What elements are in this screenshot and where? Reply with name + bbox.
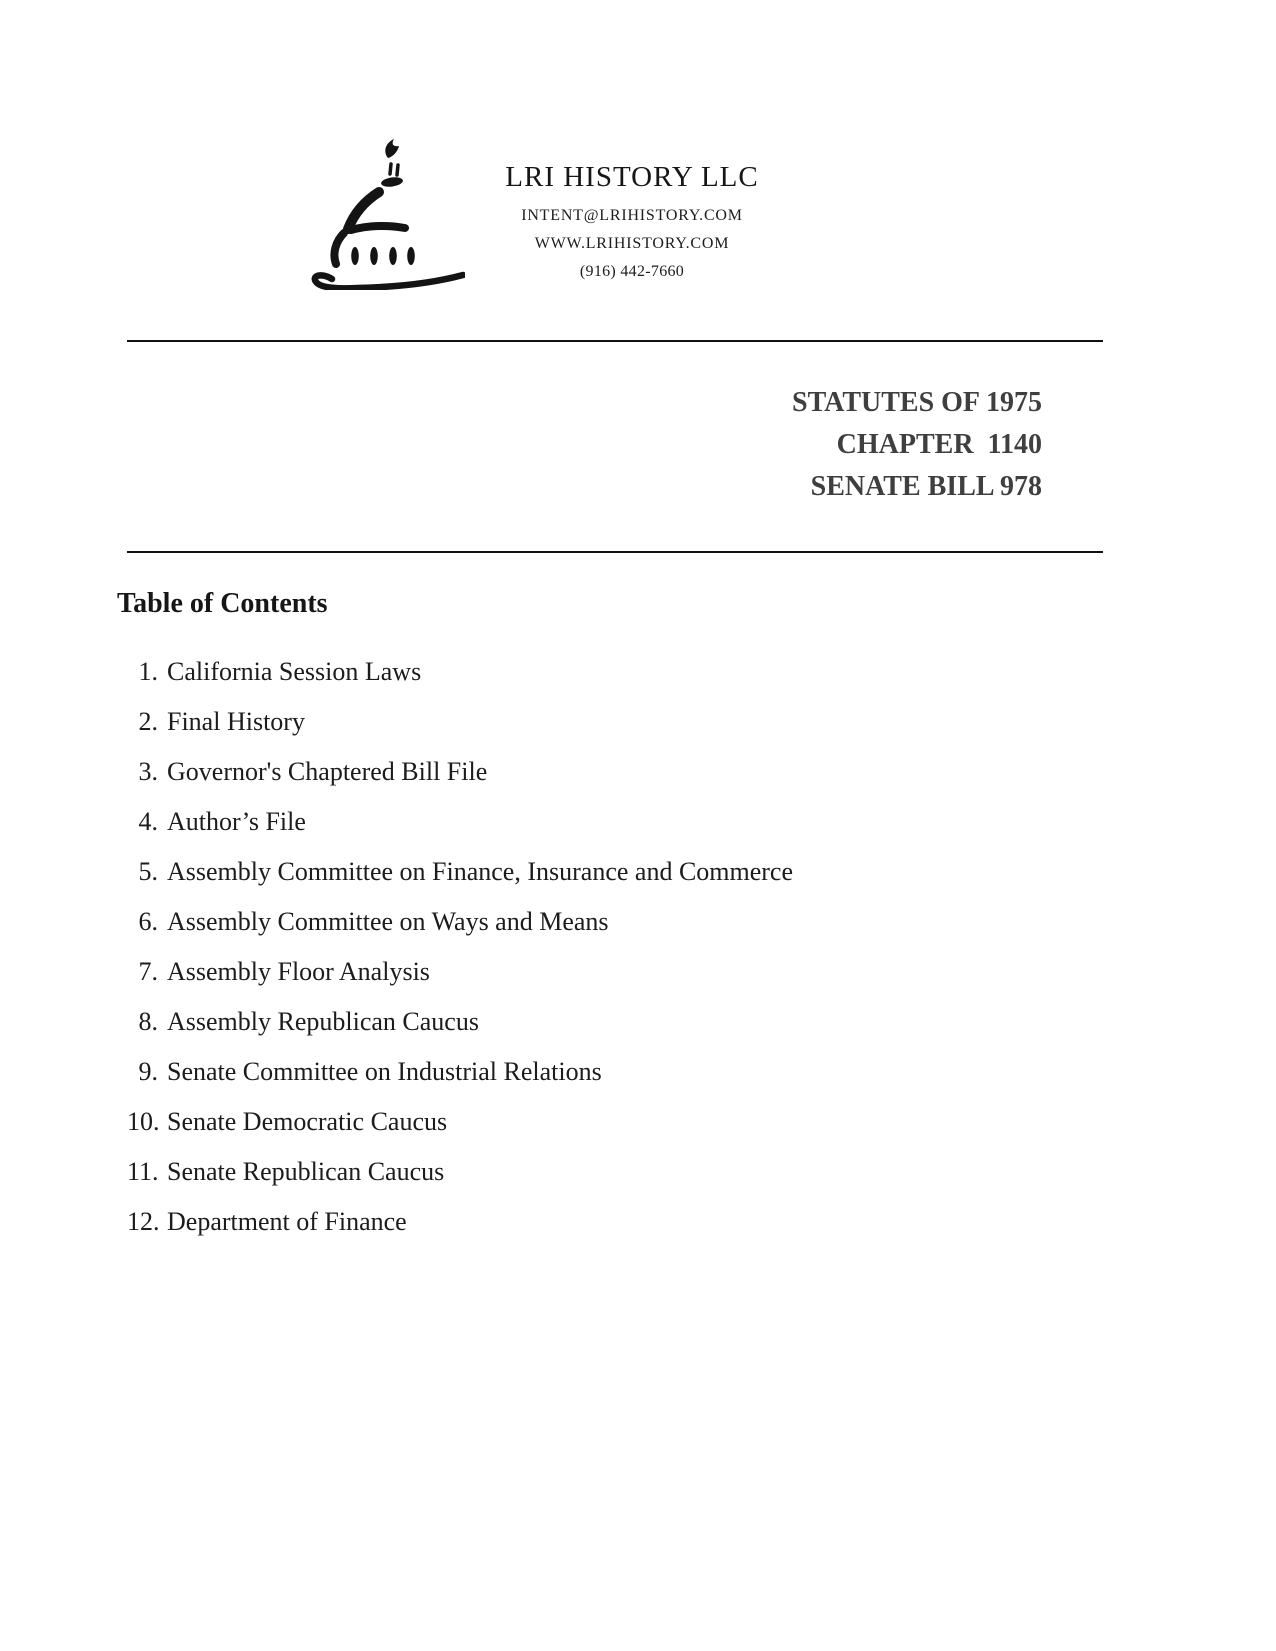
toc-item-number: 2. (138, 707, 158, 736)
toc-item (127, 697, 793, 747)
toc-item-number: 3. (138, 757, 158, 786)
toc-item-label: Governor's Chaptered Bill File (167, 757, 488, 786)
toc-item (127, 947, 793, 997)
toc-item (127, 897, 793, 947)
toc-item-number: 5. (138, 857, 158, 886)
toc-item (127, 847, 793, 897)
toc-item-number: 9. (138, 1057, 158, 1086)
email-address: INTENT@LRIHISTORY.COM (521, 207, 743, 224)
toc-item (127, 1097, 793, 1147)
toc-item-number: 10. (127, 1107, 160, 1136)
website-url: WWW.LRIHISTORY.COM (534, 235, 730, 252)
bill-reference-block (527, 382, 1042, 508)
toc-item-label: Assembly Committee on Ways and Means (167, 907, 609, 936)
toc-item-label: Senate Committee on Industrial Relations (167, 1057, 602, 1086)
toc-item (127, 1197, 793, 1247)
toc-item-number: 1. (138, 657, 158, 686)
top-divider (127, 340, 1103, 342)
letterhead (382, 160, 882, 284)
toc-item (127, 1147, 793, 1197)
toc-item-number: 7. (138, 957, 158, 986)
toc-heading: Table of Contents (117, 588, 328, 619)
toc-item (127, 1047, 793, 1097)
toc-item-number: 8. (138, 1007, 158, 1036)
toc-list (127, 647, 793, 1247)
senate-bill-line: SENATE BILL 978 (810, 471, 1042, 502)
toc-item-label: Author’s File (167, 807, 306, 836)
toc-item-label: Assembly Republican Caucus (167, 1007, 479, 1036)
toc-item-number: 6. (138, 907, 158, 936)
bottom-divider (127, 551, 1103, 553)
phone-number: (916) 442-7660 (579, 263, 685, 280)
toc-item-label: Final History (167, 707, 305, 736)
toc-item-label: Senate Republican Caucus (167, 1157, 445, 1186)
toc-item-label: Assembly Floor Analysis (167, 957, 430, 986)
toc-item-label: Assembly Committee on Finance, Insurance and Commerce (167, 857, 794, 886)
company-name: LRI HISTORY LLC (505, 161, 759, 193)
toc-item-number: 4. (138, 807, 158, 836)
toc-item-label: California Session Laws (167, 657, 422, 686)
toc-item-number: 12. (127, 1207, 160, 1236)
toc-item-label: Department of Finance (167, 1207, 407, 1236)
toc-item (127, 997, 793, 1047)
statutes-line: STATUTES OF 1975 (792, 387, 1042, 418)
toc-item-label: Senate Democratic Caucus (167, 1107, 448, 1136)
toc-item-number: 11. (127, 1157, 159, 1186)
toc-item (127, 647, 793, 697)
toc-item (127, 747, 793, 797)
chapter-line: CHAPTER 1140 (836, 429, 1042, 460)
toc-item (127, 797, 793, 847)
